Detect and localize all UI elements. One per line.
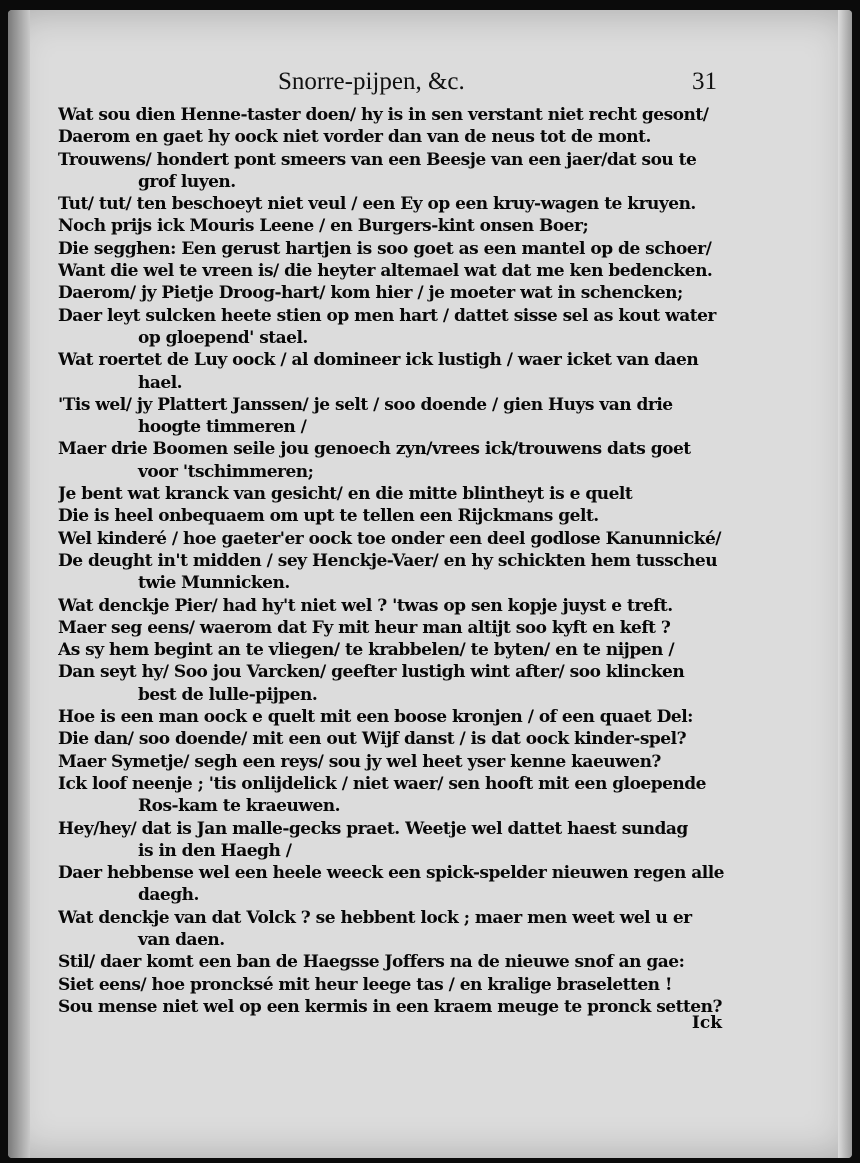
text-line: Daer leyt sulcken heete stien op men hart / dattet sisse sel as kout water xyxy=(58,305,716,326)
text-line: Wel kinderé / hoe gaeter'er oock toe onder een deel godlose Kanunnické/ xyxy=(58,528,721,549)
text-line: Hey/hey/ dat is Jan malle-gecks praet. Weetje wel dattet haest sundag xyxy=(58,818,688,839)
text-line: Trouwens/ hondert pont smeers van een Beesje van een jaer/dat sou te xyxy=(58,149,697,170)
text-line: Maer seg eens/ waerom dat Fy mit heur man altijt soo kyft en keft ? xyxy=(58,617,671,638)
text-line: Maer Symetje/ segh een reys/ sou jy wel heet yser kenne kaeuwen? xyxy=(58,751,661,772)
text-line: Daerom/ jy Pietje Droog-hart/ kom hier / je moeter wat in schencken; xyxy=(58,283,683,304)
text-line: Noch prijs ick Mouris Leene / en Burgers-kint onsen Boer; xyxy=(58,216,589,237)
text-line: hoogte timmeren / xyxy=(138,417,307,438)
text-line: Wat denckje van dat Volck ? se hebbent lock ; maer men weet wel u er xyxy=(58,907,692,928)
text-line: Die segghen: Een gerust hartjen is soo goet as een mantel op de schoer/ xyxy=(58,238,712,259)
text-line: Wat denckje Pier/ had hy't niet wel ? 'twas op sen kopje juyst e treft. xyxy=(58,595,673,616)
text-line: Die is heel onbequaem om upt te tellen een Rijckmans gelt. xyxy=(58,506,599,527)
text-line: Want die wel te vreen is/ die heyter altemael wat dat me ken bedencken. xyxy=(58,261,713,282)
text-line: voor 'tschimmeren; xyxy=(138,461,314,482)
text-line: daegh. xyxy=(138,885,199,906)
book-page xyxy=(8,10,852,1158)
text-line: As sy hem begint an te vliegen/ te krabbelen/ te byten/ en te nijpen / xyxy=(58,640,675,661)
text-line: van daen. xyxy=(138,929,225,950)
text-line: Dan seyt hy/ Soo jou Varcken/ geefter lustigh wint after/ soo klincken xyxy=(58,662,685,683)
text-line: Wat roertet de Luy oock / al domineer ick lustigh / waer icket van daen xyxy=(58,350,699,371)
page-number: 31 xyxy=(692,68,717,95)
text-line: Daerom en gaet hy oock niet vorder dan van de neus tot de mont. xyxy=(58,127,651,148)
text-line: Sou mense niet wel op een kermis in een kraem meuge te pronck setten? xyxy=(58,996,722,1017)
catchword: Ick xyxy=(691,1013,722,1033)
text-line: De deught in't midden / sey Henckje-Vaer/ en hy schickten hem tusscheu xyxy=(58,550,718,571)
text-line: Je bent wat kranck van gesicht/ en die mitte blintheyt is e quelt xyxy=(58,484,633,505)
text-line: twie Munnicken. xyxy=(138,573,290,594)
running-title: Snorre-pijpen, &c. xyxy=(278,68,465,95)
text-line: best de lulle-pijpen. xyxy=(138,684,318,705)
text-line: 'Tis wel/ jy Plattert Janssen/ je selt / soo doende / gien Huys van drie xyxy=(58,394,673,415)
text-line: Siet eens/ hoe proncksé mit heur leege tas / en kralige braseletten ! xyxy=(58,974,672,995)
text-line: grof luyen. xyxy=(138,171,236,192)
text-line: hael. xyxy=(138,372,183,393)
text-line: Daer hebbense wel een heele weeck een spick-spelder nieuwen regen alle xyxy=(58,863,724,884)
page-edge-shadow xyxy=(838,10,852,1158)
text-line: is in den Haegh / xyxy=(138,840,292,861)
text-line: Ick loof neenje ; 'tis onlijdelick / niet waer/ sen hooft mit een gloepende xyxy=(58,773,706,794)
text-line: Maer drie Boomen seile jou genoech zyn/vrees ick/trouwens dats goet xyxy=(58,439,691,460)
text-line: Stil/ daer komt een ban de Haegsse Joffers na de nieuwe snof an gae: xyxy=(58,952,685,973)
text-line: Wat sou dien Henne-taster doen/ hy is in sen verstant niet recht gesont/ xyxy=(58,105,709,125)
text-line: Die dan/ soo doende/ mit een out Wijf danst / is dat oock kinder-spel? xyxy=(58,729,687,750)
text-line: Hoe is een man oock e quelt mit een boose kronjen / of een quaet Del: xyxy=(58,707,693,728)
page-header xyxy=(8,68,852,108)
text-line: Tut/ tut/ ten beschoeyt niet veul / een Ey op een kruy-wagen te kruyen. xyxy=(58,194,696,215)
page-gutter-shadow xyxy=(8,10,30,1158)
text-line: op gloepend' stael. xyxy=(138,327,308,348)
text-line: Ros-kam te kraeuwen. xyxy=(138,796,341,817)
body-text xyxy=(58,104,724,1018)
